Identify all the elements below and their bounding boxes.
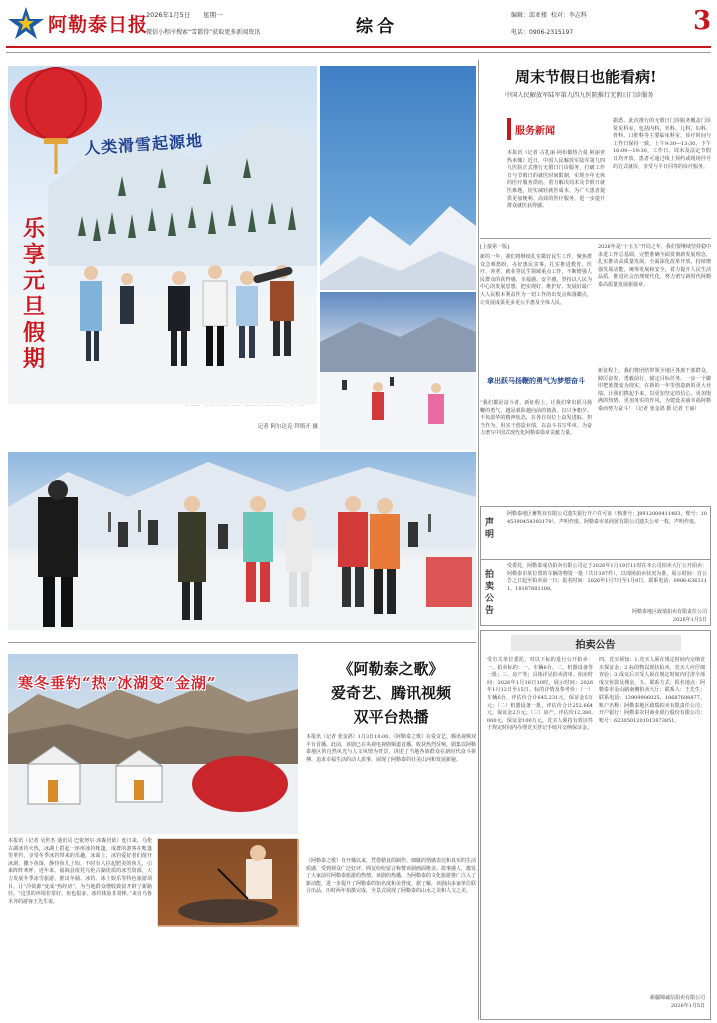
auction-text: 受委托，阿勒泰成功拍卖有限公司定于2026年1月19日11时在本公司拍卖大厅公开拍卖：阿勒泰市某位置的车辆等物资一批（共计397件），以现场拍卖状况为准。展示时间：自公告之日起至拍卖前一日；报名时间：2026年1月7日至1月9日。联系电话：0906-6363111、18187681108。 bbox=[507, 563, 707, 592]
ski-photo-right-top bbox=[320, 66, 476, 290]
song-title-1: 《阿勒泰之歌》 bbox=[338, 660, 444, 678]
section-title: 综合 bbox=[356, 17, 398, 37]
ice-photo-inset bbox=[157, 838, 298, 926]
story-body-c: 2026年是“十五五”开局之年，我们要继续坚持稳中求进工作总基调，完整准确全面贯彻新发展理念，扎实推动高质量发展，全面深化改革开放，持续增强发展动能，统筹发展和安全，着力提升人民生活品质，推进社会治理现代化，努力谱写新时代阿勒泰高质量发展新篇章。 bbox=[598, 244, 711, 288]
story-body-b: “我们都是奋斗者，新征程上，让我们拿出跃马扬鞭的勇气、越是艰险越向前的韧劲，以只争朝夕、不负韶华的精神状态，在各自岗位上奋发进取、担当作为，用实干创造业绩，以奋斗书写华章，为奋力谱写中国式现代化阿勒泰篇章贡献力量。 bbox=[480, 400, 592, 437]
auction2-text-a: 受有关单位委托，对以下标的进行公开拍卖：一、拍卖标的：一、车辆6台、二、机器设备等一批；三、房产等；具体详见拍卖清单。拍卖时间：2026年1月16日10时。展示时间：2026年1月12日至15日。标的详情及参考价：（一）车辆6台，评估价合计645,231元，保证金5万元；（二）机器设备一批，评估价合计252,664元，保证金2万元；（三）房产，评估价12,380,000元，保证金100万元。竞买人须持有效证件于规定时间内办理竞买登记手续并交纳保证金。 bbox=[487, 657, 593, 732]
header-divider bbox=[6, 46, 711, 48]
story-source: [上接第一版] bbox=[480, 244, 509, 250]
song-body-b: 《阿勒泰之歌》自开播以来，凭借精良的制作、细腻的情感表达和真实的生活质感，受到观众广泛好评。网友纷纷留言称赞该剧画面唯美、故事感人，激发了大家前往阿勒泰旅游的热情。该剧的热播，为阿勒泰的文化旅游推广注入了新动能，进一步提升了阿勒泰的知名度和美誉度。据了解，该剧由多家单位联合出品，历时两年拍摄完成，全景式展现了阿勒泰的山水之美和人文之美。 bbox=[306, 858, 477, 895]
auction2-sign: 新疆锦诚信拍卖有限公司 2026年1月5日 bbox=[649, 995, 705, 1009]
ice-body: 本报讯（记者 吴世杰 通讯员 巴依努尔·沐森居依）连日来，乌伦古湖冰钓火热，冰湖上搭起一座座冰钓帐篷，成群的游客在帐篷里垂钓，享受冬季冰钓带来的乐趣。冰面上，冰钓爱好者们凿开冰洞，撒下鱼饵，静待鱼儿上钩，不时有人拉起肥美的鱼儿，引来阵阵欢呼。近年来，福海县依托乌伦古湖优质的冰雪资源，大力发展冬季冰雪旅游，推出冬捕、冰钓、冰上娱乐等特色旅游项目，让“冷资源”变成“热经济”，为当地群众增收致富开辟了新路径。“这里的环境非常好，鱼也很多，冰钓体验非常棒。”来自乌鲁木齐的游客王先生说。 bbox=[8, 838, 152, 905]
ski-photo-wide bbox=[8, 452, 476, 630]
clinic-body-right: 据悉，此次推行的无假日门诊服务覆盖门诊常见科室，包括内科、外科、儿科、妇科、骨科、口腔科等主要临床科室，诊疗时间与工作日保持一致，上午9:30—13:30，下午16:00—19:30，工作日、周末及法定节假日均开放。患者可通过线上预约或现场挂号的方式就诊，享受与平日同等的诊疗服务。 bbox=[613, 118, 711, 170]
notice-box bbox=[480, 506, 711, 626]
editor-name: 编辑：邱亚楼 bbox=[511, 12, 548, 19]
song-body-a: 本报讯（记者 张金鸽）1月3日10:00，《阿勒泰之歌》在爱奇艺、腾讯视频双平台首播。此前，该剧已在央视电视剧频道首播，收获热烈反响。剧集以阿勒泰地区的自然风光与人文风情为背景，讲述了当地各族群众在新时代奋斗拼搏、追求幸福生活的动人故事，展现了阿勒泰的壮美山河和发展新貌。 bbox=[306, 734, 477, 763]
section-divider bbox=[8, 642, 476, 643]
statement-text: 阿勒泰地区畜牧业有限公司遗失银行开户许可证（核准号：J8912000411403，账号：1045390454393179），声明作废。阿勒泰市某商贸有限公司遗失公章一枚，声明作废。 bbox=[507, 511, 707, 525]
newspaper-logo-icon bbox=[6, 6, 46, 40]
auction-sign: 阿勒泰地区政瑞拍卖有限责任公司 2026年1月5日 bbox=[631, 609, 707, 623]
song-title-2: 爱奇艺、腾讯视频 bbox=[330, 684, 451, 702]
ski-photo-main bbox=[8, 66, 317, 404]
ski-title-red: 乐享元旦假期 bbox=[23, 216, 46, 372]
newspaper-title: 阿勒泰日报 bbox=[48, 14, 149, 36]
ice-body-bottom bbox=[157, 930, 298, 1018]
clinic-headline: 周末节假日也能看病! bbox=[515, 68, 657, 86]
notice-inner-divider bbox=[481, 559, 710, 560]
statement-label: 声明 bbox=[485, 518, 495, 540]
ice-photo bbox=[8, 654, 298, 834]
ski-photo-right-mid bbox=[320, 292, 476, 450]
story-body-a: 新的一年，我们将继续扎实做好民生工作，聚焦群众急难愁盼，办好惠民实事。扎实推进教育、医疗、养老、就业等民生领域重点工作，不断增强人民群众的获得感、幸福感、安全感。坚持以人民为中心的发展思想，把实现好、维护好、发展好最广大人民根本利益作为一切工作的出发点和落脚点，让发展成果更多更公平惠及全体人民。 bbox=[480, 254, 592, 306]
auction-label: 拍卖公告 bbox=[485, 570, 495, 616]
clinic-body-left: 本报讯（记者 古扎丽·阿布都热合曼 阿丽亚 热米娜）近日，中国人民解放军陆军第九四九医院正式推行无假日门诊服务，打破工作日与节假日的就医时间限制，实现全年无休的医疗服务供给，着力解决周末及节假日就医难题，切实减轻就医成本，为广大患者提供更加便利、高效的医疗服务，进一步提升群众就医获得感。 bbox=[507, 150, 605, 210]
editor-info bbox=[511, 10, 587, 19]
lantern-icon bbox=[8, 66, 108, 176]
story-body-d: 新征程上，我们将团结带领全地区各族干部群众，踔厉奋发、勇毅前行，锚定目标任务，一步一个脚印把蓝图变为现实，在新的一年里创造新的更大业绩。让我们携起手来，以更加坚定的信心、更加饱满的热情、更加务实的作风，为建设美丽幸福阿勒泰而努力奋斗！（记者 张金鸽 摄 记者 王丽） bbox=[598, 368, 711, 412]
ski-caption-box bbox=[172, 406, 312, 422]
column-divider-1 bbox=[478, 60, 479, 1020]
clinic-subhead: 中国人民解放军陆军第九四九医院推行无假日门诊服务 bbox=[505, 92, 654, 99]
issue-date: 2026年1月5日 bbox=[146, 11, 191, 19]
ski-credit: 记者 阿尔达克·拜斯开 摄 bbox=[257, 424, 318, 430]
badge-bar bbox=[507, 118, 511, 140]
badge-label: 服务新闻 bbox=[515, 126, 555, 137]
ice-title: 寒冬垂钓“热”冰湖变“金湖” bbox=[18, 674, 217, 692]
issue-weekday: 星期一 bbox=[203, 11, 223, 19]
phone-info: 电话：0906-2315197 bbox=[511, 29, 574, 36]
auction2-text-b: 四、竞买须知：1.竞买人须在规定时间内交纳竞买保证金；2.标的物以现状拍卖，竞买人应仔细查验；3.成交后买受人须在规定时间内付清全部成交价款及佣金。五、联系方式：报名地点：阿勒泰市金山路南侧拍卖大厅；联系人：王先生；联系电话：13909906025、18687688877。账户名称：阿勒泰地区政瑞拍卖有限责任公司；开户银行：阿勒泰农村商业银行股份有限公司；账号：6230501201013873851。 bbox=[599, 657, 705, 724]
page-number: 3 bbox=[693, 6, 712, 36]
story-subtitle: 拿出跃马扬鞭的勇气为梦想奋斗 bbox=[487, 376, 585, 385]
clinic-badge bbox=[507, 116, 593, 144]
header-thin-divider bbox=[6, 52, 711, 53]
ski-title-blue: 人类滑雪起源地 bbox=[83, 130, 204, 159]
song-title-3: 双平台热播 bbox=[353, 708, 429, 726]
masthead bbox=[6, 4, 711, 44]
auction2-title: 拍卖公告 bbox=[575, 640, 616, 651]
clinic-divider bbox=[480, 238, 711, 239]
proof-name: 校对：李志科 bbox=[550, 12, 587, 19]
subscribe-note: 微信小程序搜索“雪都得”获取更多新闻资讯 bbox=[146, 29, 261, 36]
auction2-box bbox=[480, 630, 711, 1020]
